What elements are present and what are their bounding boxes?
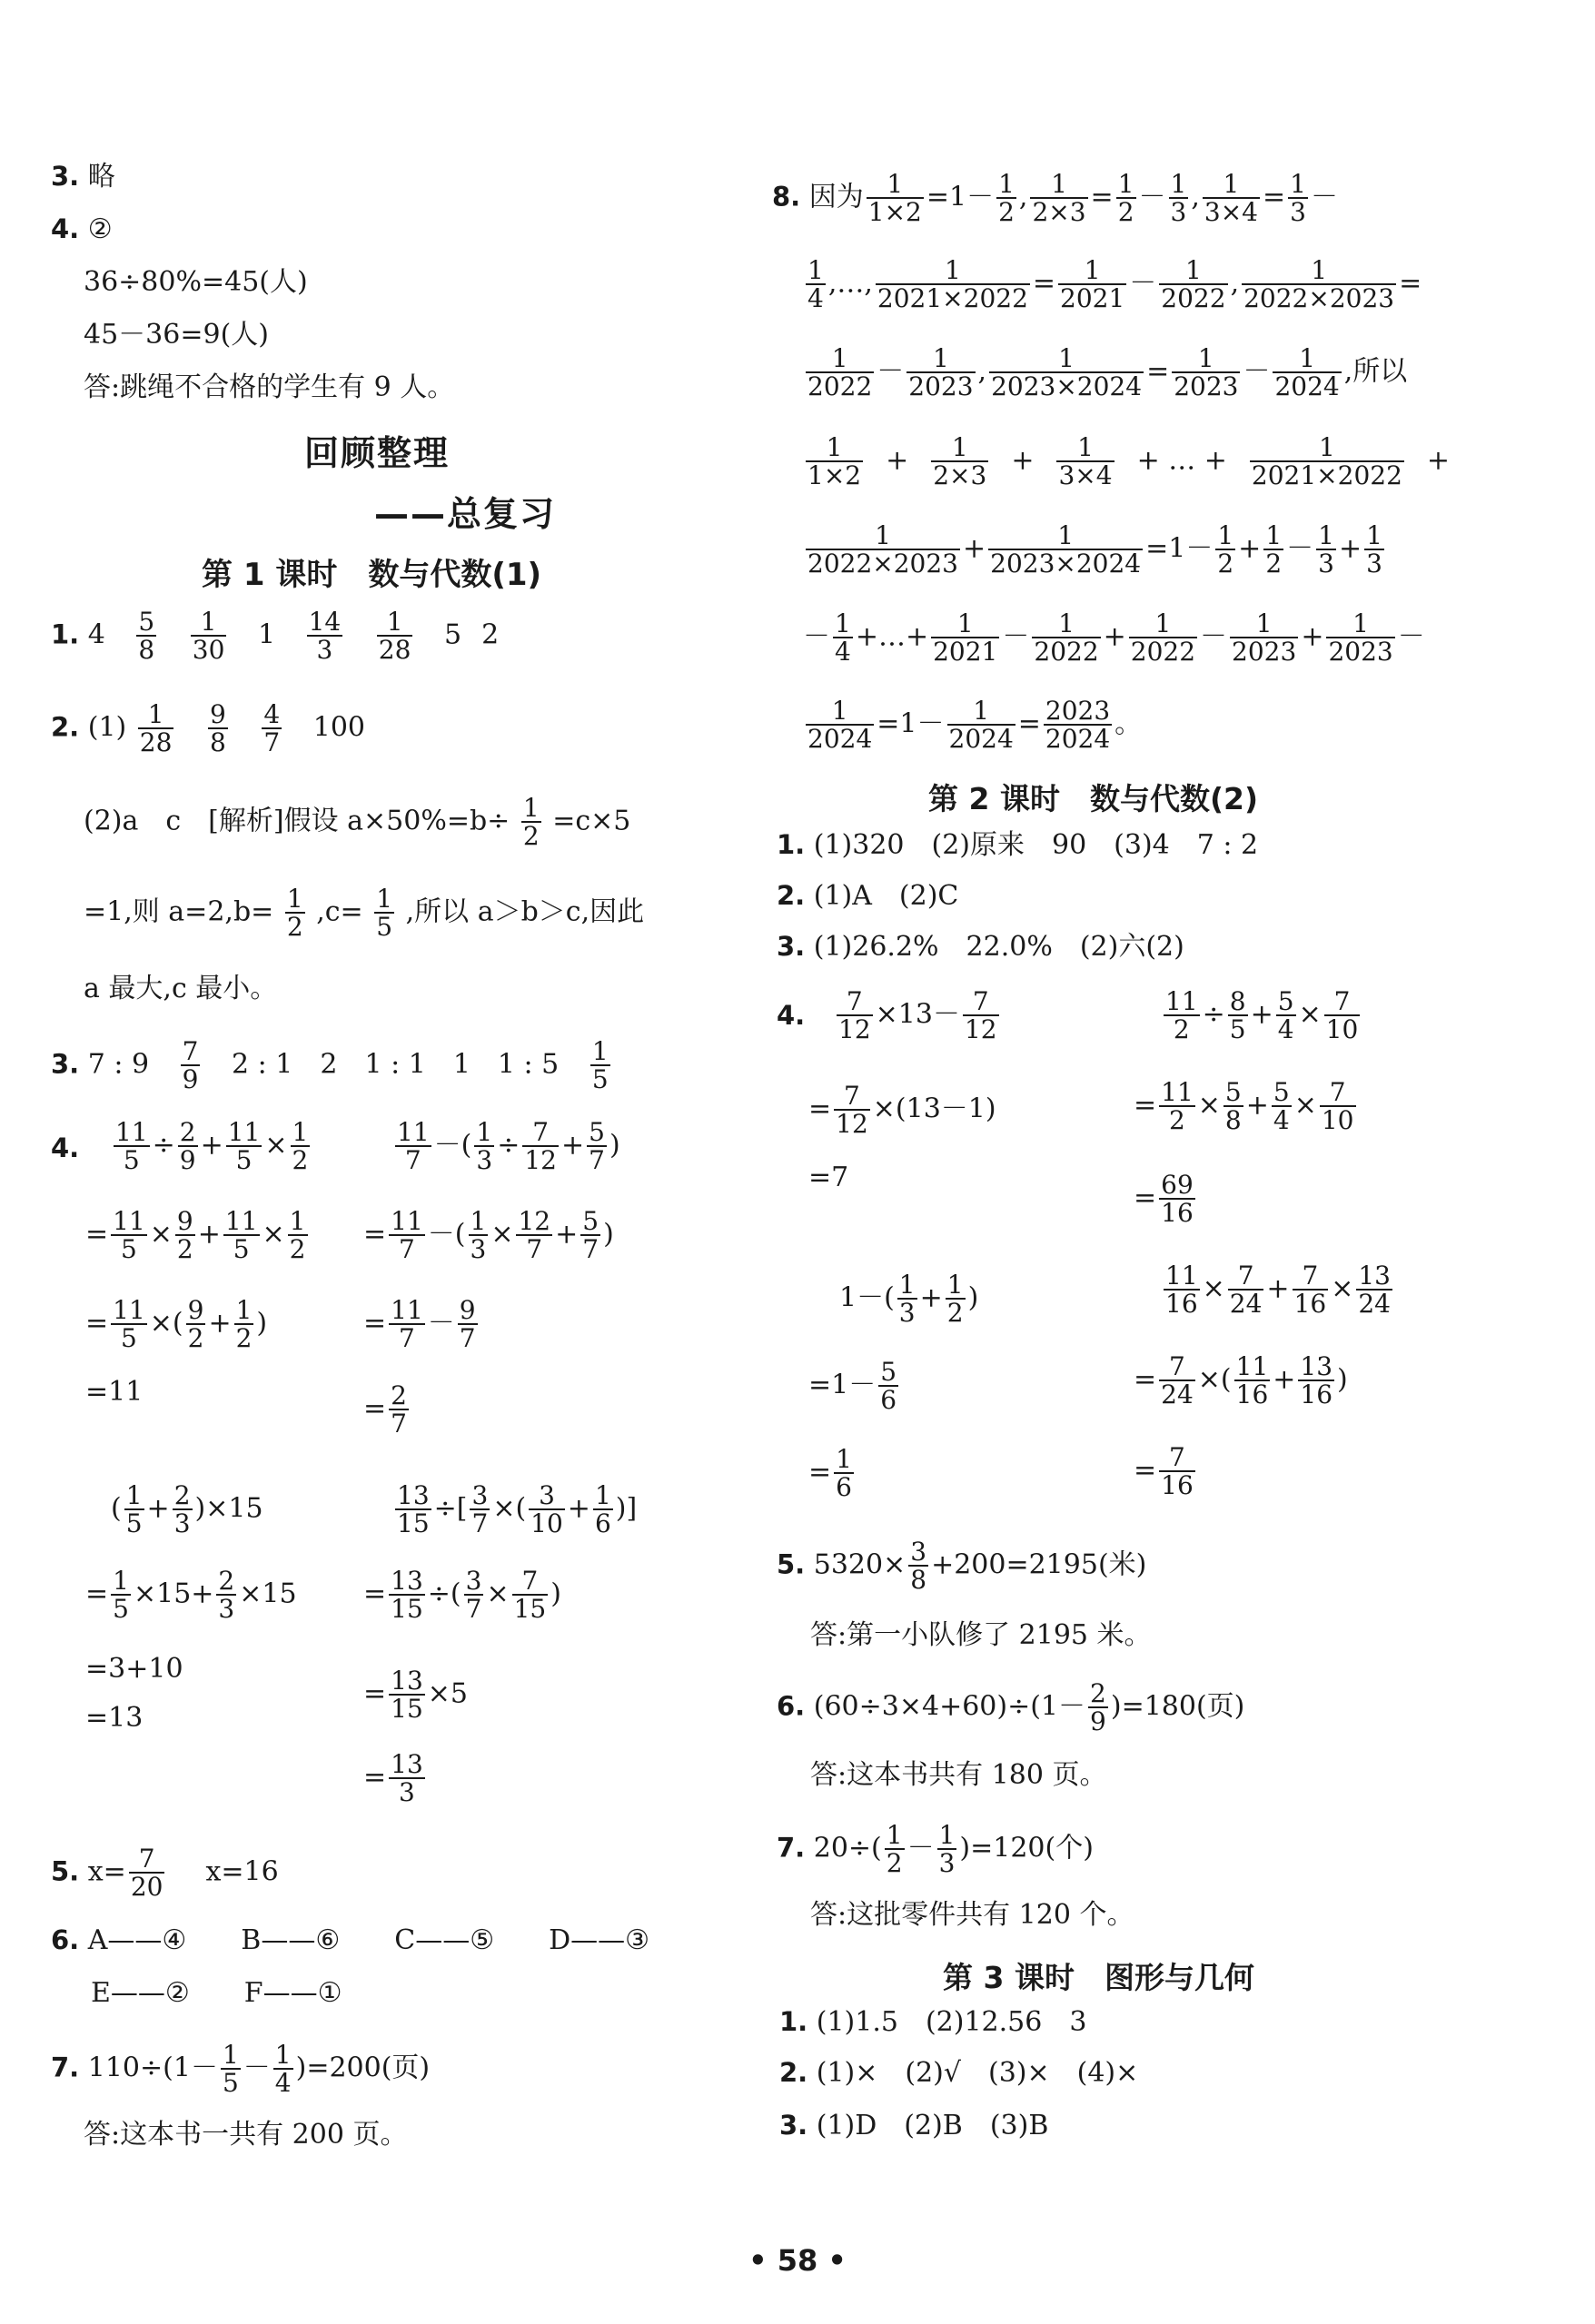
fraction: $\frac{7}{16}$ xyxy=(1293,1261,1327,1320)
fraction: $\frac{1}{2022}$ xyxy=(1161,255,1226,314)
fraction: $\frac{1}{5}$ xyxy=(591,1036,609,1095)
expr-3-line-3: =3+10 xyxy=(85,1653,183,1685)
fraction: $\frac{1}{1\times 2}$ xyxy=(807,432,862,491)
fraction: $\frac{11}{5}$ xyxy=(227,1117,261,1176)
fraction: $\frac{1}{2021\times 2022}$ xyxy=(1251,432,1402,491)
fraction: $\frac{7}{10}$ xyxy=(1321,1077,1354,1136)
fraction: $\frac{5}{7}$ xyxy=(589,1117,605,1176)
expr-3-line-2: = $\frac{1}{5}$ ×15+ $\frac{2}{3}$ ×15 xyxy=(85,1566,297,1625)
lesson2-answer-2: 2. (1)A (2)C xyxy=(777,880,959,912)
fraction: $\frac{1}{2}$ xyxy=(235,1295,253,1354)
question-8-line-4: $\frac{1}{1\times 2}$ + $\frac{1}{2\times 3}$ + $\frac{1}{3\times 4}$ + … + $\frac{1}{2021\times 2022}$ + xyxy=(807,432,1451,491)
lesson2-answer-6: 答:这本书共有 180 页。 xyxy=(810,1759,1107,1791)
fraction: $\frac{1}{2}$ xyxy=(998,169,1015,228)
fraction: $\frac{1}{2}$ xyxy=(522,793,540,852)
fraction: $\frac{1}{2022\times 2023}$ xyxy=(807,520,958,579)
expr-2-line-3: = $\frac{11}{7}$ － $\frac{9}{7}$ xyxy=(363,1295,476,1354)
fraction: $\frac{9}{2}$ xyxy=(176,1206,193,1265)
fraction: $\frac{1}{2\times 3}$ xyxy=(1032,169,1086,228)
expr-4-line-4: = $\frac{13}{3}$ xyxy=(363,1749,423,1808)
fraction: $\frac{11}{16}$ xyxy=(1165,1261,1198,1320)
fraction: $\frac{7}{12}$ xyxy=(964,986,997,1045)
question-7: 7. 110÷(1－ $\frac{1}{5}$ － $\frac{1}{4}$ )=200(页) xyxy=(51,2040,431,2099)
g-expr-4-line-2: = $\frac{7}{24}$ ×( $\frac{11}{16}$ + $\frac{13}{16}$ ) xyxy=(1134,1351,1348,1410)
g-expr-4-line-1: $\frac{11}{16}$ × $\frac{7}{24}$ + $\frac{7}{16}$ × $\frac{13}{24}$ xyxy=(1165,1261,1391,1320)
lesson2-question-5: 5. 5320× $\frac{3}{8}$ +200=2195(米) xyxy=(777,1537,1147,1596)
expr-2-line-1: $\frac{11}{7}$ －( $\frac{1}{3}$ ÷ $\frac{7}{12}$ + $\frac{5}{7}$ ) xyxy=(397,1117,620,1176)
g-expr-1-line-2: = $\frac{7}{12}$ ×(13－1) xyxy=(808,1081,996,1140)
fraction: $\frac{1}{1\times 2}$ xyxy=(867,169,922,228)
fraction: $\frac{1}{2024}$ xyxy=(948,696,1014,755)
fraction: $\frac{3}{10}$ xyxy=(530,1480,563,1539)
fraction: $\frac{1}{3\times 4}$ xyxy=(1204,169,1258,228)
fraction: $\frac{7}{20}$ xyxy=(130,1844,163,1903)
fraction: $\frac{1}{3}$ xyxy=(1170,169,1187,228)
fraction: $\frac{1}{3}$ xyxy=(1366,520,1382,579)
expr-1-line-4: =11 xyxy=(85,1376,144,1408)
lesson-3-heading: 第 3 课时 图形与几何 xyxy=(943,1960,1254,1995)
fraction: $\frac{1}{30}$ xyxy=(192,607,225,666)
calc-line: 45－36=9(人) xyxy=(84,319,269,351)
lesson2-answer-3: 3. (1)26.2% 22.0% (2)六(2) xyxy=(777,931,1184,963)
fraction: $\frac{13}{15}$ xyxy=(397,1480,430,1539)
fraction: $\frac{7}{24}$ xyxy=(1161,1351,1194,1410)
question-2-part2-cont: =1,则 a=2,b= $\frac{1}{2}$ ,c= $\frac{1}{5}$ ,所以 a＞b＞c,因此 xyxy=(84,884,645,943)
question-1: 1. 4 $\frac{5}{8}$ $\frac{1}{30}$ 1 $\frac{14}{3}$ $\frac{1}{28}$ 5 2 xyxy=(51,607,500,666)
g-expr-2-line-2: = $\frac{11}{2}$ × $\frac{5}{8}$ + $\frac{5}{4}$ × $\frac{7}{10}$ xyxy=(1134,1077,1354,1136)
lesson2-question-6: 6. (60÷3×4+60)÷(1－ $\frac{2}{9}$ )=180(页) xyxy=(777,1678,1245,1737)
fraction: $\frac{3}{7}$ xyxy=(465,1566,482,1625)
question-8-line-5: $\frac{1}{2022\times 2023}$ + $\frac{1}{2023\times 2024}$ =1－ $\frac{1}{2}$ + $\frac{1}{2}$ － $\frac{1}{3}$ + $\frac{1}{3}$ xyxy=(807,520,1382,579)
fraction: $\frac{1}{2023}$ xyxy=(1174,343,1239,402)
expr-4-line-3: = $\frac{13}{15}$ ×5 xyxy=(363,1666,469,1725)
fraction: $\frac{11}{7}$ xyxy=(397,1117,430,1176)
fraction: $\frac{1}{6}$ xyxy=(836,1444,852,1503)
expr-2-line-4: = $\frac{2}{7}$ xyxy=(363,1380,407,1439)
fraction: $\frac{1}{2021}$ xyxy=(933,608,998,668)
g-expr-2-line-3: = $\frac{69}{16}$ xyxy=(1134,1170,1194,1229)
lesson2-answer-1: 1. (1)320 (2)原来 90 (3)4 7 : 2 xyxy=(777,829,1259,861)
fraction: $\frac{4}{7}$ xyxy=(263,699,281,758)
fraction: $\frac{1}{2024}$ xyxy=(1274,343,1340,402)
fraction: $\frac{1}{28}$ xyxy=(139,699,173,758)
fraction: $\frac{7}{12}$ xyxy=(836,1081,868,1140)
fraction: $\frac{9}{2}$ xyxy=(187,1295,204,1354)
fraction: $\frac{1}{3}$ xyxy=(898,1270,916,1329)
expr-2-line-2: = $\frac{11}{7}$ －( $\frac{1}{3}$ × $\frac{12}{7}$ + $\frac{5}{7}$ ) xyxy=(363,1206,614,1265)
fraction: $\frac{1}{2021}$ xyxy=(1060,255,1125,314)
fraction: $\frac{11}{16}$ xyxy=(1235,1351,1269,1410)
fraction: $\frac{1}{2}$ xyxy=(292,1117,309,1176)
fraction: $\frac{1}{4}$ xyxy=(807,255,824,314)
fraction: $\frac{1}{5}$ xyxy=(113,1566,129,1625)
fraction: $\frac{7}{16}$ xyxy=(1161,1442,1194,1501)
fraction: $\frac{5}{8}$ xyxy=(1224,1077,1242,1136)
expr-1-line-3: = $\frac{11}{5}$ ×( $\frac{9}{2}$ + $\frac{1}{2}$ ) xyxy=(85,1295,268,1354)
fraction: $\frac{1}{5}$ xyxy=(376,884,393,943)
fraction: $\frac{1}{2022}$ xyxy=(1130,608,1196,668)
lesson2-answer-5: 答:第一小队修了 2195 米。 xyxy=(810,1619,1152,1651)
fraction: $\frac{1}{6}$ xyxy=(594,1480,611,1539)
fraction: $\frac{2}{3}$ xyxy=(173,1480,191,1539)
fraction: $\frac{11}{5}$ xyxy=(115,1117,148,1176)
lesson-2-heading: 第 2 课时 数与代数(2) xyxy=(928,781,1259,816)
fraction: $\frac{13}{24}$ xyxy=(1358,1261,1391,1320)
fraction: $\frac{7}{12}$ xyxy=(524,1117,557,1176)
fraction: $\frac{5}{4}$ xyxy=(1273,1077,1290,1136)
lesson2-answer-7: 答:这批零件共有 120 个。 xyxy=(810,1899,1134,1931)
question-8-line-6: － $\frac{1}{4}$ +…+ $\frac{1}{2021}$ － $\frac{1}{2022}$ + $\frac{1}{2022}$ － $\frac{1}{2023}$ + $\frac{1}{2023}$ － xyxy=(803,608,1425,668)
page-number: • 58 • xyxy=(748,2243,847,2278)
question-2-part2: (2)a c [解析]假设 a×50%=b÷ $\frac{1}{2}$ =c×5 xyxy=(84,793,631,852)
expr-1-line-1: $\frac{11}{5}$ ÷ $\frac{2}{9}$ + $\frac{11}{5}$ × $\frac{1}{2}$ xyxy=(115,1117,309,1176)
g-expr-1-line-3: =7 xyxy=(808,1162,849,1193)
fraction: $\frac{2}{7}$ xyxy=(391,1380,407,1439)
fraction: $\frac{7}{15}$ xyxy=(513,1566,547,1625)
g-expr-3-line-1: 1－( $\frac{1}{3}$ + $\frac{1}{2}$ ) xyxy=(839,1270,979,1329)
fraction: $\frac{1}{5}$ xyxy=(222,2040,239,2099)
fraction: $\frac{1}{2021\times 2022}$ xyxy=(877,255,1028,314)
fraction: $\frac{5}{4}$ xyxy=(1277,986,1294,1045)
lesson3-answer-2: 2. (1)× (2)√ (3)× (4)× xyxy=(779,2057,1139,2089)
fraction: $\frac{1}{4}$ xyxy=(835,608,851,668)
question-6: 6. A——④ B——⑥ C——⑤ D——③ xyxy=(51,1924,650,1956)
fraction: $\frac{1}{2023}$ xyxy=(1328,608,1393,668)
fraction: $\frac{12}{7}$ xyxy=(518,1206,551,1265)
fraction: $\frac{1}{2023}$ xyxy=(1232,608,1297,668)
section-title: 回顾整理 xyxy=(304,433,451,473)
fraction: $\frac{1}{2023\times 2024}$ xyxy=(990,520,1142,579)
question-2: 2. (1) $\frac{1}{28}$ $\frac{9}{8}$ $\frac{4}{7}$ 100 xyxy=(51,699,365,758)
fraction: $\frac{2}{3}$ xyxy=(218,1566,235,1625)
question-8-line-2: $\frac{1}{4}$ ,…, $\frac{1}{2021\times 2022}$ = $\frac{1}{2021}$ － $\frac{1}{2022}$ , $\frac{1}{2022\times 2023}$ = xyxy=(807,255,1422,314)
fraction: $\frac{1}{28}$ xyxy=(378,607,411,666)
g-expr-3-line-2: =1－ $\frac{5}{6}$ xyxy=(808,1357,897,1416)
fraction: $\frac{1}{2}$ xyxy=(946,1270,964,1329)
question-6-cont: E——② F——① xyxy=(91,1977,342,2009)
question-3: 3. 7 : 9 $\frac{7}{9}$ 2 : 1 2 1 : 1 1 1 : 5 $\frac{1}{5}$ xyxy=(51,1036,609,1095)
fraction: $\frac{1}{2}$ xyxy=(289,1206,306,1265)
expr-1-line-2: = $\frac{11}{5}$ × $\frac{9}{2}$ + $\frac{11}{5}$ × $\frac{1}{2}$ xyxy=(85,1206,306,1265)
fraction: $\frac{9}{8}$ xyxy=(209,699,226,758)
fraction: $\frac{1}{2}$ xyxy=(1117,169,1134,228)
fraction: $\frac{2}{9}$ xyxy=(179,1117,196,1176)
fraction: $\frac{1}{2023}$ xyxy=(908,343,974,402)
fraction: $\frac{69}{16}$ xyxy=(1161,1170,1194,1229)
fraction: $\frac{1}{2022}$ xyxy=(1034,608,1099,668)
fraction: $\frac{1}{2}$ xyxy=(886,1820,903,1879)
fraction: $\frac{1}{4}$ xyxy=(274,2040,292,2099)
fraction: $\frac{5}{6}$ xyxy=(880,1357,897,1416)
question-7-answer: 答:这本书一共有 200 页。 xyxy=(84,2119,408,2151)
expr-4-line-2: = $\frac{13}{15}$ ÷( $\frac{3}{7}$ × $\frac{7}{15}$ ) xyxy=(363,1566,561,1625)
answer-4: 4. ② xyxy=(51,213,113,245)
fraction: $\frac{5}{8}$ xyxy=(138,607,155,666)
fraction: $\frac{1}{3}$ xyxy=(470,1206,487,1265)
fraction: $\frac{8}{5}$ xyxy=(1229,986,1246,1045)
fraction: $\frac{7}{10}$ xyxy=(1325,986,1359,1045)
fraction: $\frac{13}{16}$ xyxy=(1300,1351,1333,1410)
fraction: $\frac{13}{15}$ xyxy=(391,1566,423,1625)
fraction: $\frac{1}{3}$ xyxy=(476,1117,493,1176)
fraction: $\frac{11}{7}$ xyxy=(391,1295,423,1354)
g-expr-3-line-3: = $\frac{1}{6}$ xyxy=(808,1444,852,1503)
expr-3-line-4: =13 xyxy=(85,1702,144,1734)
fraction: $\frac{1}{2}$ xyxy=(286,884,303,943)
expr-3-line-1: ( $\frac{1}{5}$ + $\frac{2}{3}$ )×15 xyxy=(111,1480,263,1539)
fraction: $\frac{1}{2\times 3}$ xyxy=(933,432,987,491)
fraction: $\frac{11}{5}$ xyxy=(113,1295,145,1354)
fraction: $\frac{9}{7}$ xyxy=(459,1295,476,1354)
fraction: $\frac{13}{15}$ xyxy=(391,1666,423,1725)
lesson2-question-4-number: 4. xyxy=(777,1000,806,1031)
fraction: $\frac{3}{7}$ xyxy=(471,1480,489,1539)
fraction: $\frac{11}{7}$ xyxy=(391,1206,423,1265)
fraction: $\frac{1}{2}$ xyxy=(1217,520,1234,579)
fraction: $\frac{7}{24}$ xyxy=(1229,1261,1263,1320)
fraction: $\frac{3}{8}$ xyxy=(910,1537,927,1596)
fraction: $\frac{1}{2}$ xyxy=(1265,520,1283,579)
fraction: $\frac{1}{2024}$ xyxy=(807,696,873,755)
fraction: $\frac{14}{3}$ xyxy=(308,607,342,666)
question-4-number: 4. xyxy=(51,1132,80,1163)
expr-4-line-1: $\frac{13}{15}$ ÷[ $\frac{3}{7}$ ×( $\frac{3}{10}$ + $\frac{1}{6}$ )] xyxy=(397,1480,638,1539)
fraction: $\frac{7}{12}$ xyxy=(838,986,871,1045)
lesson-1-heading: 第 1 课时 数与代数(1) xyxy=(202,557,542,593)
fraction: $\frac{5}{7}$ xyxy=(582,1206,599,1265)
g-expr-2-line-1: $\frac{11}{2}$ ÷ $\frac{8}{5}$ + $\frac{5}{4}$ × $\frac{7}{10}$ xyxy=(1165,986,1359,1045)
fraction: $\frac{1}{2023\times 2024}$ xyxy=(991,343,1143,402)
fraction: $\frac{1}{3}$ xyxy=(938,1820,956,1879)
fraction: $\frac{7}{9}$ xyxy=(182,1036,199,1095)
calc-line: 36÷80%=45(人) xyxy=(84,266,308,298)
question-5: 5. x= $\frac{7}{20}$ x=16 xyxy=(51,1844,279,1903)
fraction: $\frac{11}{2}$ xyxy=(1161,1077,1194,1136)
fraction: $\frac{1}{2022}$ xyxy=(807,343,873,402)
fraction: $\frac{2023}{2024}$ xyxy=(1045,696,1111,755)
answer-text: 答:跳绳不合格的学生有 9 人。 xyxy=(84,371,455,403)
section-subtitle: ——总复习 xyxy=(374,494,557,534)
fraction: $\frac{11}{5}$ xyxy=(224,1206,258,1265)
lesson2-question-7: 7. 20÷( $\frac{1}{2}$ － $\frac{1}{3}$ )=120(个) xyxy=(777,1820,1094,1879)
question-8-line-3: $\frac{1}{2022}$ － $\frac{1}{2023}$ , $\frac{1}{2023\times 2024}$ = $\frac{1}{2023}$ － $\frac{1}{2024}$ ,所以 xyxy=(807,343,1408,402)
question-2-conclusion: a 最大,c 最小。 xyxy=(84,973,278,1004)
lesson3-answer-3: 3. (1)D (2)B (3)B xyxy=(779,2110,1049,2141)
fraction: $\frac{11}{2}$ xyxy=(1165,986,1198,1045)
g-expr-4-line-3: = $\frac{7}{16}$ xyxy=(1134,1442,1194,1501)
question-8-line-1: 8. 因为 $\frac{1}{1\times 2}$ =1－ $\frac{1}{2}$ , $\frac{1}{2\times 3}$ = $\frac{1}{2}$ － $\frac{1}{3}$ , $\frac{1}{3\times 4}$ = $\frac{1}{3}$ － xyxy=(772,169,1338,228)
fraction: $\frac{1}{5}$ xyxy=(125,1480,143,1539)
fraction: $\frac{13}{3}$ xyxy=(391,1749,423,1808)
answer-3: 3. 略 xyxy=(51,161,115,193)
question-8-line-7: $\frac{1}{2024}$ =1－ $\frac{1}{2024}$ = $\frac{2023}{2024}$ 。 xyxy=(807,696,1143,755)
fraction: $\frac{1}{3}$ xyxy=(1318,520,1334,579)
lesson3-answer-1: 1. (1)1.5 (2)12.56 3 xyxy=(779,2006,1087,2038)
fraction: $\frac{1}{3}$ xyxy=(1290,169,1306,228)
fraction: $\frac{2}{9}$ xyxy=(1090,1678,1106,1737)
g-expr-1-line-1: $\frac{7}{12}$ ×13－ $\frac{7}{12}$ xyxy=(838,986,997,1045)
fraction: $\frac{11}{5}$ xyxy=(113,1206,145,1265)
fraction: $\frac{1}{2022\times 2023}$ xyxy=(1243,255,1395,314)
fraction: $\frac{1}{3\times 4}$ xyxy=(1058,432,1113,491)
